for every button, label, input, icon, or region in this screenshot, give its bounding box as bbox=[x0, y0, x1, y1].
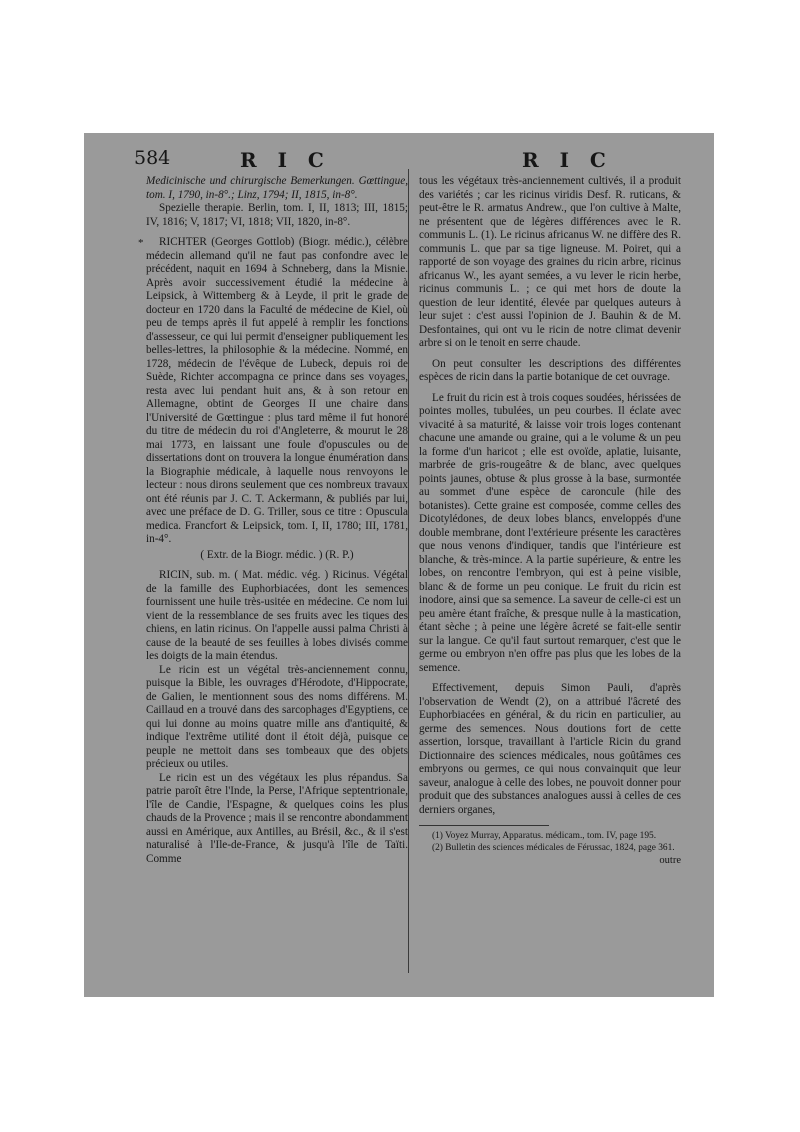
page-number: 584 bbox=[134, 147, 171, 169]
left-column bbox=[138, 175, 408, 866]
running-head-left: R I C bbox=[240, 148, 331, 172]
paragraph: Le ricin est un des végétaux les plus répandus. Sa patrie paroît être l'Inde, la Perse, l'Afrique septentrionale, l'île de Candie, l'Espagne, & quelques coins les plus chauds de la Provence ; mais il se rencontre abondamment aussi en Amérique, aux Antilles, au Brésil, &c., & il s'est naturalisé à l'Ile-de-France, & jusqu'à l'île de Taïti. Comme bbox=[146, 771, 408, 865]
paragraph: Spezielle therapie. Berlin, tom. I, II, 1813; III, 1815; IV, 1816; V, 1817; VI, 1818; VII, 1820, in-8°. bbox=[146, 202, 408, 228]
right-column bbox=[419, 175, 681, 868]
paragraph: tous les végétaux très-anciennement cultivés, il a produit des variétés ; car les ricinus viridis Desf. R. ruticans, & peut-être le R. armatus Andrew., que l'on cultive à Malte, ne présentent que de légères différences avec le R. communis L. (1). Le ricinus africanus W. ne diffère des R. communis L. que par sa tige ligneuse. M. Poiret, qui a rapporté de son voyage des graines du ricin arbre, ricinus africanus W., les ayant semées, a vu lever le ricin herbe, ricinus communis L. ; ce qui met hors de doute la question de leur identité, élevée par quelques auteurs à leur sujet : c'est aussi l'opinion de J. Bauhin & de M. Desfontaines, qui ont vu le ricin de notre climat devenir arbre si on le tenoit en serre chaude. bbox=[419, 175, 681, 349]
paragraph: Medicinische und chirurgische Bemerkungen. Gœttingue, tom. I, 1790, in-8°.; Linz, 1794; II, 1815, in-8°. bbox=[146, 175, 408, 201]
paragraph-richter bbox=[138, 236, 408, 547]
paragraph: Le ricin est un végétal très-anciennement connu, puisque la Bible, les ouvrages d'Hérodote, d'Hippocrate, de Galien, le mentionnent sous des noms différens. M. Caillaud en a trouvé dans des sarcophages d'Egyptiens, ce qui lui donne au moins quatre mille ans d'antiquité, & indique l'extrême utilité dont il étoit déjà, puisque ce peuple ne mettoit dans ses tombeaux que des objets précieux ou utiles. bbox=[146, 663, 408, 770]
citation: ( Extr. de la Biogr. médic. ) (R. P.) bbox=[200, 548, 354, 561]
paragraph: Effectivement, depuis Simon Pauli, d'après l'observation de Wendt (2), on a attribué l'âcreté des Euphorbiacées en général, & du ricin en particulier, au germe des semences. Nous doutions fort de cette assertion, lorsque, travaillant à l'article Ricin du grand Dictionnaire des sciences médicales, nous goûtâmes ces embryons ou germes, ce qui nous convainquit que leur saveur, analogue à celle des lobes, ne pouvoit donner pour produit que des substances analogues aussi à celles de ces derniers organes, bbox=[419, 682, 681, 816]
footnote-rule bbox=[419, 825, 549, 826]
scanned-page bbox=[84, 133, 714, 997]
margin-marker: * bbox=[138, 237, 144, 249]
running-head-right: R I C bbox=[522, 148, 613, 172]
paragraph: On peut consulter les descriptions des différentes espèces de ricin dans la partie botanique de cet ouvrage. bbox=[419, 357, 681, 383]
footnote: (2) Bulletin des sciences médicales de Férussac, 1824, page 361. bbox=[432, 842, 675, 853]
paragraph-text: RICHTER (Georges Gottlob) (Biogr. médic.), célèbre médecin allemand qu'il ne faut pas confondre avec le précédent, naquit en 1694 à Schneberg, dans la Misnie. Après avoir successivement étudié la médecine à Leipsick, à Wittemberg & à Leyde, il prit le grade de docteur en 1720 dans la Faculté de médecine de Kiel, où peu de temps après il fut appelé à remplir les fonctions d'assesseur, ce qui lui permit d'enseigner publiquement les belles-lettres, la philosophie & la médecine. Nommé, en 1728, médecin de l'évêque de Lubeck, depuis roi de Suède, Richter accompagna ce prince dans ses voyages, resta avec lui pendant huit ans, & à son retour en Allemagne, obtint de Georges II une chaire dans l'Université de Gœttingue : plus tard même il fut honoré du titre de médecin du roi d'Angleterre, & mourut le 28 mai 1773, en laissant une foule d'opuscules ou de dissertations dont on trouvera la longue énumération dans la Biographie médicale, à laquelle nous renvoyons le lecteur : nous dirons seulement que ces nombreux travaux ont été réunis par J. C. T. Ackermann, & publiés par lui, avec une préface de D. G. Triller, sous ce titre : Opuscula medica. Francfort & Leipsick, tom. I, II, 1780; III, 1781, in-4°. bbox=[146, 236, 408, 545]
footnote: (1) Voyez Murray, Apparatus. médicam., tom. IV, page 195. bbox=[432, 831, 657, 841]
column-divider bbox=[408, 169, 409, 973]
paragraph: Le fruit du ricin est à trois coques soudées, hérissées de pointes molles, tubulées, un peu courbes. Il éclate avec vivacité à sa maturité, & laisse voir trois loges contenant chacune une amande ou graine, qui a le volume & un peu la forme d'un haricot ; elle est ovoïde, aplatie, luisante, marbrée de gris-rougeâtre & de blanc, avec quelques points jaunes, obtuse & plus grosse à la base, surmontée au sommet d'une espèce de caroncule (hile des botanistes). Cette graine est composée, comme celles des Dicotylédones, de deux lobes blancs, enveloppés d'une double membrane, dont l'extérieure présente les caractères que nous venons d'indiquer, tandis que l'intérieure est blanche, & très-mince. A la partie supérieure, & entre les lobes, on rencontre l'embryon, qui est à peine visible, blanc & de forme un peu conique. Le fruit du ricin est inodore, ainsi que sa semence. La saveur de celle-ci est un peu amère étant fraîche, & presque nulle à la mastication, étant sèche ; à peine une légère âcreté se fait-elle sentir sur la langue. Ce qu'il faut surtout remarquer, c'est que le germe ou embryon n'en offre pas plus que les lobes de la semence. bbox=[419, 391, 681, 674]
paragraph-ricin: RICIN, sub. m. ( Mat. médic. vég. ) Ricinus. Végétal de la famille des Euphorbiacées, dont les semences fournissent une huile très-usitée en médecine. Ce nom lui vient de la ressemblance de ses fruits avec les tiques des chiens, en latin ricinus. On l'appelle aussi palma Christi à cause de la beauté de ses feuilles à lobes divisés comme les doigts de la main étendus. bbox=[146, 569, 408, 662]
catchword: outre bbox=[659, 855, 681, 866]
